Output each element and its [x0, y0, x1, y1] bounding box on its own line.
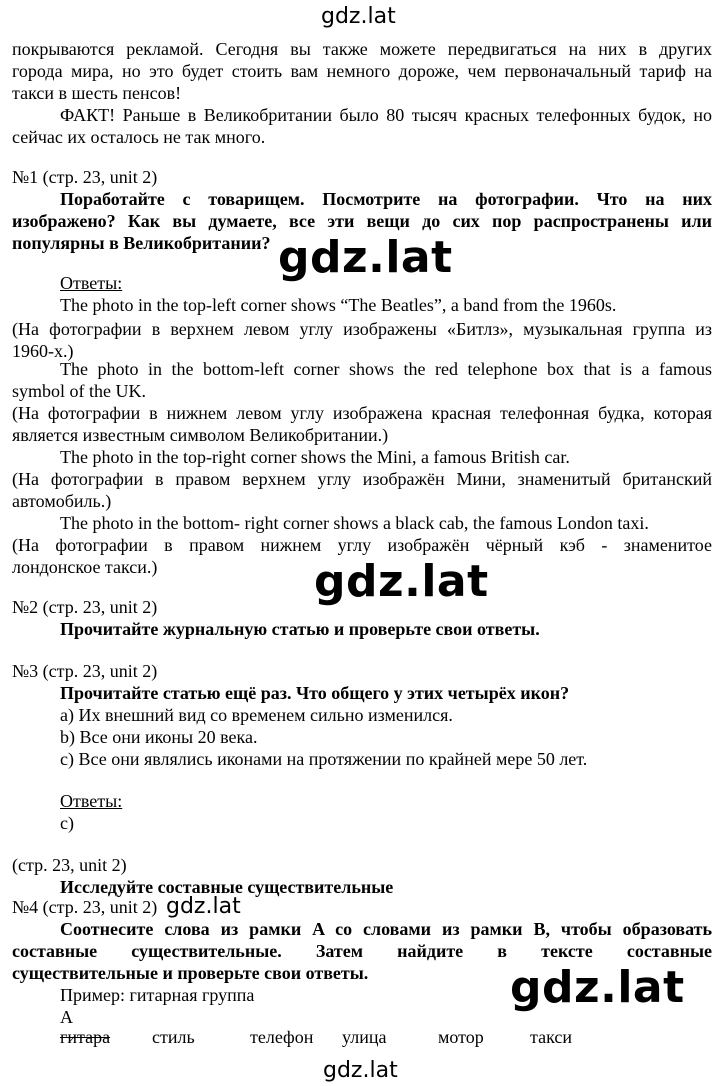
- answer-en: The photo in the bottom- right corner shows a black cab, the famous London taxi.: [60, 513, 649, 533]
- exercise-4-task: существительные и проверьте свои ответы.: [12, 963, 369, 983]
- intro-line: покрываются рекламой. Сегодня вы также можете передвигаться на них в других: [12, 39, 712, 59]
- answer-en: symbol of the UK.: [12, 381, 146, 401]
- answer-ru: автомобиль.): [12, 491, 112, 511]
- answer-value: c): [60, 813, 74, 833]
- compound-title: Исследуйте составные существительные: [60, 877, 394, 897]
- watermark-mid2: gdz.lat: [314, 556, 489, 607]
- fact-line: ФАКТ! Раньше в Великобритании было 80 тысяч красных телефонных будок, но: [60, 105, 712, 125]
- exercise-1-reference: №1 (стр. 23, unit 2): [12, 167, 158, 187]
- answer-en: The photo in the top-right corner shows the Mini, a famous British car.: [60, 447, 570, 467]
- answer-ru: 1960-х.): [12, 341, 74, 361]
- answer-en: The photo in the bottom-left corner shows the red telephone box that is a famous: [60, 359, 712, 379]
- option-b: b) Все они иконы 20 века.: [60, 727, 258, 747]
- answer-ru: лондонское такси.): [12, 557, 158, 577]
- option-a: a) Их внешний вид со временем сильно изменился.: [60, 705, 453, 725]
- exercise-4-reference: №4 (стр. 23, unit 2): [12, 897, 158, 917]
- answer-ru: (На фотографии в правом нижнем углу изображён чёрный кэб - знаменитое: [12, 535, 712, 555]
- word-box-item: мотор: [438, 1027, 484, 1047]
- answers-label: Ответы:: [60, 791, 123, 811]
- exercise-3-task: Прочитайте статью ещё раз. Что общего у этих четырёх икон?: [60, 683, 570, 703]
- compound-reference: (стр. 23, unit 2): [12, 855, 127, 875]
- answer-ru: (На фотографии в нижнем левом углу изображена красная телефонная будка, которая: [12, 403, 712, 423]
- intro-line: такси в шесть пенсов!: [12, 83, 182, 103]
- exercise-1-task: популярны в Великобритании?: [12, 233, 271, 253]
- word-box-item: улица: [342, 1027, 387, 1047]
- intro-line: города мира, но это будет стоить вам немного дороже, чем первоначальный тариф на: [12, 61, 712, 81]
- exercise-1-task: Поработайте с товарищем. Посмотрите на фотографии. Что на них: [60, 189, 712, 209]
- fact-line: сейчас их осталось не так много.: [12, 127, 266, 147]
- word-box-item: телефон: [250, 1027, 314, 1047]
- watermark-right: gdz.lat: [510, 962, 685, 1013]
- answer-en: The photo in the top-left corner shows “The Beatles”, a band from the 1960s.: [60, 295, 617, 315]
- word-box-item: стиль: [152, 1027, 195, 1047]
- box-a-label: A: [60, 1007, 73, 1027]
- exercise-4-task: Соотнесите слова из рамки A со словами из рамки B, чтобы образовать: [60, 919, 712, 939]
- exercise-2-reference: №2 (стр. 23, unit 2): [12, 597, 158, 617]
- word-box-item: гитара: [60, 1027, 111, 1047]
- word-box-item: такси: [530, 1027, 572, 1047]
- exercise-2-task: Прочитайте журнальную статью и проверьте свои ответы.: [60, 619, 540, 639]
- example-line: Пример: гитарная группа: [60, 985, 255, 1005]
- answer-ru: является известным символом Великобритании.): [12, 425, 389, 445]
- watermark-top: gdz.lat: [321, 4, 396, 29]
- answer-ru: (На фотографии в правом верхнем углу изображён Мини, знаменитый британский: [12, 469, 712, 489]
- exercise-1-task: изображено? Как вы думаете, все эти вещи до сих пор распространены или: [12, 211, 712, 231]
- exercise-4-task: составные существительные. Затем найдите в тексте составные: [12, 941, 712, 961]
- option-c: c) Все они являлись иконами на протяжении по крайней мере 50 лет.: [60, 749, 588, 769]
- watermark-bottom: gdz.lat: [323, 1058, 398, 1083]
- exercise-3-reference: №3 (стр. 23, unit 2): [12, 661, 158, 681]
- answer-ru: (На фотографии в верхнем левом углу изображены «Битлз», музыкальная группа из: [12, 319, 712, 339]
- watermark-inline: gdz.lat: [166, 894, 241, 919]
- answers-label: Ответы:: [60, 273, 123, 293]
- watermark-mid1: gdz.lat: [278, 232, 453, 283]
